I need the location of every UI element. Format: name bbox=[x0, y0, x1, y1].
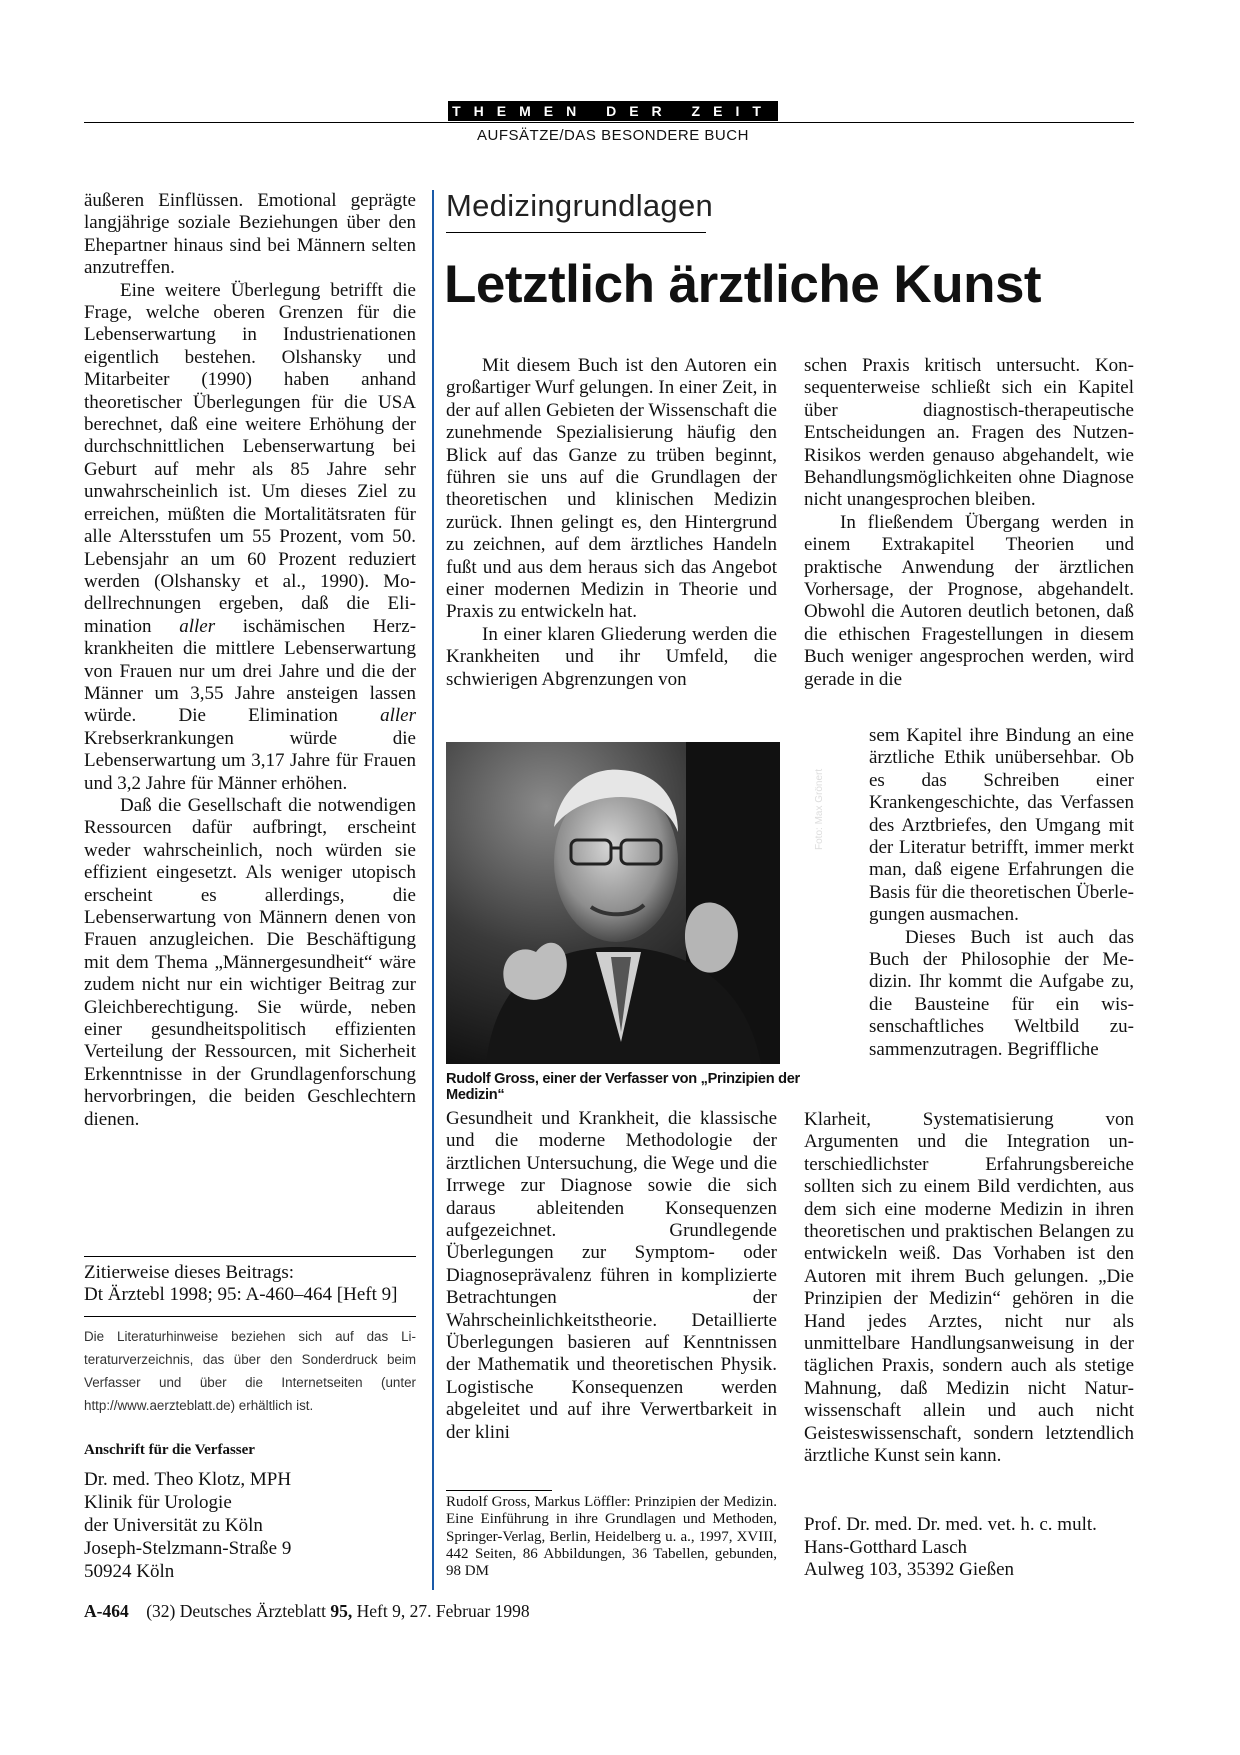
page-number: A-464 bbox=[84, 1601, 129, 1621]
address-heading: Anschrift für die Verfasser bbox=[84, 1442, 255, 1458]
address-line: 50924 Köln bbox=[84, 1561, 175, 1582]
body-paragraph: In fließendem Übergang werden in einem Extrakapitel Theorien und praktische Anwendung der ärztlichen Vorhersage, der Prognose, abgehandelt. Obwohl die Autoren deutlich betonen, daß die ethischen Fragestellungen in diesem Buch weniger angesprochen werden, wird gerade in die bbox=[804, 511, 1134, 690]
address-line: Dr. med. Theo Klotz, MPH bbox=[84, 1469, 292, 1490]
body-paragraph: In einer klaren Gliederung werden die Krankheiten und ihr Umfeld, die schwierigen Abgrenzungen von bbox=[446, 623, 777, 690]
address-line: Klinik für Urologie bbox=[84, 1492, 232, 1513]
kicker-rule bbox=[446, 232, 706, 233]
article-title: Letztlich ärztliche Kunst bbox=[444, 255, 1042, 314]
journal-issue-prefix: (32) Deutsches Ärzteblatt bbox=[146, 1601, 327, 1621]
reviewer-signature bbox=[804, 1514, 1134, 1582]
middle-column-bottom bbox=[446, 1108, 777, 1444]
signature-line: Hans-Gotthard Lasch bbox=[804, 1536, 968, 1558]
address-line: der Universität zu Köln bbox=[84, 1515, 263, 1536]
address-line: Joseph-Stelzmann-Straße 9 bbox=[84, 1538, 292, 1559]
left-paragraph: Eine weitere Überlegung betrifft die Frage, welche oberen Grenzen für die Lebenserwartung in Industrienationen eigentlich bestehen. Olshansky und Mitarbeiter (1990) haben anhand theoretischer Überlegungen für die USA berechnet, daß eine weitere Erhöhung der durchschnittlichen Lebenserwartung bei Geburt auf mehr als 85 Jahre sehr unwahrscheinlich ist. Um dieses Ziel zu erreichen, müßten die Mortalitätsraten für alle Altersstufen um 55 Prozent, vom 50. Lebensjahr an um 60 Prozent reduziert werden (Olshansky et al., 1990). Modellrechnungen ergeben, daß die Elimination aller ischämischen Herzkrankheiten die mittlere Lebenserwartung von Frauen nur um drei Jahre und die der Männer um 3,55 Jahre ansteigen lassen würde. Die Elimination aller Krebserkrankungen würde die Lebenserwartung um 3,17 Jahre für Frauen und 3,2 Jahre für Männer erhöhen. bbox=[84, 279, 417, 794]
journal-issue-date: Heft 9, 27. Februar 1998 bbox=[356, 1601, 530, 1621]
right-column-top bbox=[804, 355, 1134, 691]
page-footer bbox=[84, 1601, 530, 1622]
body-paragraph: Klarheit, Systematisierung von Argumenten und die Integration unterschiedlichster Erfahrungsbereiche sollten sich zu einem Bild verdichten, aus dem sich eine moderne Medizin in ihren theoretischen und praktischen Belangen zu entwickeln weiß. Das Vorhaben ist den Autoren mit ihrem Buch gelungen. „Die Prinzipien der Medizin“ gehören in die Hand jedes Arztes, nicht nur als unmittelbare Handlungsanweisung in der täglichen Praxis, sondern auch als stetige Mahnung, daß Medizin nicht Naturwissenschaft allein und auch nicht Geisteswissenschaft, sondern letztendlich ärztliche Kunst sein kann. bbox=[804, 1109, 1134, 1467]
note-rule bbox=[84, 1316, 416, 1317]
journal-volume: 95, bbox=[330, 1601, 353, 1621]
article-kicker: Medizingrundlagen bbox=[446, 188, 714, 223]
body-paragraph: Dieses Buch ist auch das Buch der Philosophie der Medizin. Ihr kommt die Aufgabe zu, die Bausteine für ein wissenschaftliches Weltbild zusammenzutragen. Begriffliche bbox=[869, 926, 1134, 1060]
right-column-narrow bbox=[869, 725, 1134, 1061]
body-paragraph: schen Praxis kritisch untersucht. Konsequenterweise schließt sich ein Kapitel über diagnostisch-therapeutische Entscheidungen an. Fragen des Nutzen-Risikos werden genauso abgehandelt, wie Behandlungsmöglichkeiten ohne Diagnose nicht unangesprochen bleiben. bbox=[804, 355, 1134, 511]
literature-note: Die Literaturhinweise beziehen sich auf das Literaturverzeichnis, das über den Sonderdruck beim Verfasser und über die Internetseiten (unter http://www.aerzteblatt.de) erhältlich ist. bbox=[84, 1329, 416, 1413]
reference-rule bbox=[446, 1490, 552, 1491]
citation-ref: Dt Ärztebl 1998; 95: A-460–464 [Heft 9] bbox=[84, 1284, 398, 1306]
citation bbox=[84, 1262, 416, 1307]
citation-rule bbox=[84, 1256, 416, 1257]
signature-line: Prof. Dr. med. Dr. med. vet. h. c. mult. bbox=[804, 1514, 1097, 1535]
column-rule bbox=[432, 190, 434, 1590]
left-paragraph: äußeren Einflüssen. Emotional geprägte langjährige soziale Beziehungen über den Ehepartner hinaus sind bei Männern selten anzutreffen. bbox=[84, 190, 416, 279]
middle-column-top bbox=[446, 355, 777, 691]
body-paragraph: sem Kapitel ihre Bindung an eine ärztliche Ethik unübersehbar. Ob es das Schreiben einer Krankengeschichte, das Verfassen des Arztbriefes, den Umgang mit der Literatur betrifft, immer merkt man, daß eigene Erfahrungen die Basis für die theoretischen Überlegungen ausmachen. bbox=[869, 725, 1134, 926]
signature-line: Aulweg 103, 35392 Gießen bbox=[804, 1559, 1015, 1580]
photo-caption: Rudolf Gross, einer der Verfasser von „Prinzipien der Medizin“ bbox=[446, 1071, 800, 1103]
author-address bbox=[84, 1468, 416, 1583]
right-column-bottom bbox=[804, 1109, 1134, 1468]
body-paragraph: Mit diesem Buch ist den Autoren ein großartiger Wurf gelungen. In einer Zeit, in der auf allen Gebieten der Wissenschaft die zunehmende Spezialisierung häufig den Blick auf das Ganze zu trüben beginnt, führen sie uns auf die Grundlagen der theoretischen und klinischen Medizin zurück. Ihnen gelingt es, den Hintergrund zu zeichnen, auf dem ärztliches Handeln fußt und aus dem heraus sich das Angebot einer modernen Medizin in Theorie und Praxis zu entwickeln hat. bbox=[446, 355, 777, 623]
section-rubric: THEMEN DER ZEIT bbox=[448, 101, 778, 121]
left-paragraph: Daß die Gesellschaft die notwendigen Ressourcen dafür aufbringt, erscheint weder wahrscheinlich, noch würden sie effizient eingesetzt. Als weniger utopisch erscheint es allerdings, die Lebenserwartung von Männern denen von Frauen anzugleichen. Die Beschäftigung mit dem Thema „Männergesundheit“ wäre zudem nicht nur ein wichtiger Beitrag zur Gleichberechtigung. Sie würde, neben einer gesundheitspolitisch effizienten Verteilung der Ressourcen, mit Sicherheit Erkenntnisse in der Grundlagenforschung hervorbringen, die beiden Geschlechtern dienen. bbox=[84, 794, 416, 1130]
header-rule bbox=[84, 122, 1134, 123]
left-column bbox=[84, 190, 416, 1131]
section-subrubric: AUFSÄTZE/DAS BESONDERE BUCH bbox=[477, 127, 749, 144]
book-reference: Rudolf Gross, Markus Löffler: Prinzipien der Medizin. Eine Einführung in ihre Grundlagen und Methoden, Springer-Verlag, Berlin, Heidelberg u. a., 1997, XVIII, 442 Seiten, 86 Abbildungen, 36 Tabellen, gebunden, 98 DM bbox=[446, 1494, 777, 1580]
portrait-illustration bbox=[446, 742, 780, 1064]
citation-label: Zitierweise dieses Beitrags: bbox=[84, 1262, 294, 1283]
body-paragraph: Gesundheit und Krankheit, die klassische und die moderne Methodologie der ärztlichen Untersuchung, die Wege und die Irrwege zur Diagnose sowie die sich daraus ableitenden Konsequenzen aufgezeichnet. Grundlegende Überlegungen zur Symptom- oder Diagnoseprävalenz führen in komplizierte Betrachtungen der Wahrscheinlichkeitstheorie. Detaillierte Überlegungen basieren auf Kenntnissen der Mathematik und theoretischen Physik. Logistische Konsequenzen werden abgeleitet und auf ihre Verwertbarkeit in der klini bbox=[446, 1108, 777, 1443]
author-photo bbox=[446, 742, 780, 1064]
photo-credit: Foto: Max Grönert bbox=[814, 768, 825, 850]
